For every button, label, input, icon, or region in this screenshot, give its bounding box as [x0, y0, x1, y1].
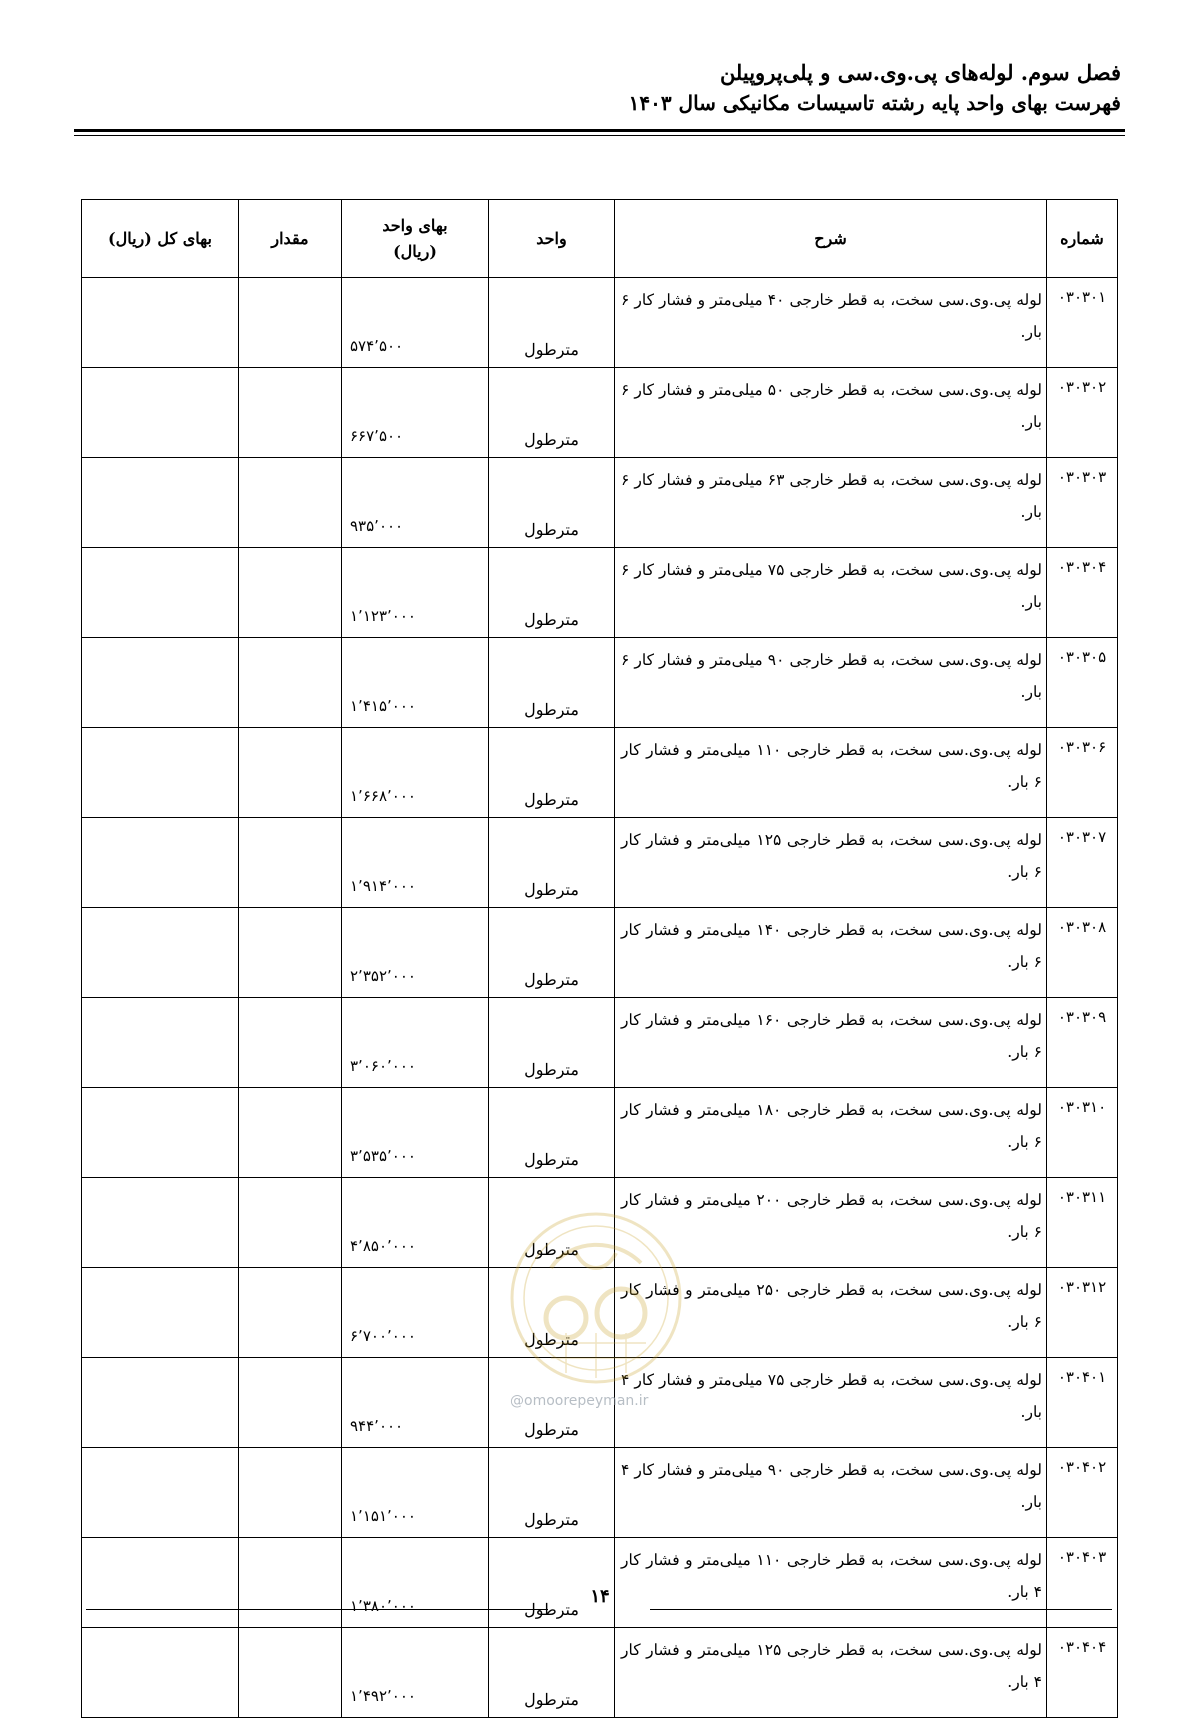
- row-quantity: [239, 548, 342, 638]
- row-unit-price: ۹۳۵٬۰۰۰: [342, 458, 489, 548]
- table-header-row: [82, 200, 1118, 278]
- row-description: لوله پی.وی.سی سخت، به قطر خارجی ۱۸۰ میلی‌متر و فشار کار ۶ بار.: [615, 1088, 1047, 1178]
- row-unit: مترطول: [489, 368, 615, 458]
- row-total-price: [82, 1358, 239, 1448]
- row-unit: مترطول: [489, 908, 615, 998]
- header-unit-price-currency: (ریال): [393, 241, 437, 261]
- row-unit-price: ۵۷۴٬۵۰۰: [342, 278, 489, 368]
- row-quantity: [239, 1448, 342, 1538]
- table-row: [82, 1538, 1118, 1628]
- row-total-price: [82, 1178, 239, 1268]
- footer-rule-right: [650, 1609, 1112, 1610]
- row-total-price: [82, 638, 239, 728]
- row-quantity: [239, 1088, 342, 1178]
- row-unit-price: ۱٬۴۱۵٬۰۰۰: [342, 638, 489, 728]
- header-rule-thin: [74, 135, 1125, 136]
- row-total-price: [82, 1088, 239, 1178]
- row-quantity: [239, 998, 342, 1088]
- table-row: [82, 998, 1118, 1088]
- row-unit: مترطول: [489, 1448, 615, 1538]
- row-number: ۰۳۰۳۰۱: [1047, 278, 1118, 368]
- row-unit-price: ۲٬۳۵۲٬۰۰۰: [342, 908, 489, 998]
- row-unit-price: ۱٬۶۶۸٬۰۰۰: [342, 728, 489, 818]
- table-row: [82, 908, 1118, 998]
- table-row: [82, 1628, 1118, 1718]
- row-number: ۰۳۰۳۰۳: [1047, 458, 1118, 548]
- row-total-price: [82, 1538, 239, 1628]
- row-unit: مترطول: [489, 548, 615, 638]
- row-number: ۰۳۰۴۰۱: [1047, 1358, 1118, 1448]
- row-total-price: [82, 1448, 239, 1538]
- row-unit: مترطول: [489, 1628, 615, 1718]
- row-number: ۰۳۰۳۰۶: [1047, 728, 1118, 818]
- row-unit: مترطول: [489, 1538, 615, 1628]
- row-total-price: [82, 818, 239, 908]
- row-unit: مترطول: [489, 818, 615, 908]
- row-total-price: [82, 548, 239, 638]
- header-unit-price: [342, 200, 489, 278]
- header-description: شرح: [615, 200, 1047, 278]
- row-total-price: [82, 998, 239, 1088]
- page-header: [75, 58, 1121, 118]
- row-description: لوله پی.وی.سی سخت، به قطر خارجی ۴۰ میلی‌متر و فشار کار ۶ بار.: [615, 278, 1047, 368]
- table-row: [82, 278, 1118, 368]
- table-row: [82, 458, 1118, 548]
- table-row: [82, 548, 1118, 638]
- row-unit: مترطول: [489, 458, 615, 548]
- row-total-price: [82, 728, 239, 818]
- footer-rule-left: [86, 1609, 548, 1610]
- table-row: [82, 1088, 1118, 1178]
- row-description: لوله پی.وی.سی سخت، به قطر خارجی ۱۱۰ میلی‌متر و فشار کار ۶ بار.: [615, 728, 1047, 818]
- header-total-price: بهای کل (ریال): [82, 200, 239, 278]
- header-unit: واحد: [489, 200, 615, 278]
- row-description: لوله پی.وی.سی سخت، به قطر خارجی ۷۵ میلی‌متر و فشار کار ۴ بار.: [615, 1358, 1047, 1448]
- row-description: لوله پی.وی.سی سخت، به قطر خارجی ۱۲۵ میلی‌متر و فشار کار ۶ بار.: [615, 818, 1047, 908]
- header-quantity: مقدار: [239, 200, 342, 278]
- row-description: لوله پی.وی.سی سخت، به قطر خارجی ۲۵۰ میلی‌متر و فشار کار ۶ بار.: [615, 1268, 1047, 1358]
- row-quantity: [239, 1358, 342, 1448]
- row-unit-price: ۴٬۸۵۰٬۰۰۰: [342, 1178, 489, 1268]
- row-description: لوله پی.وی.سی سخت، به قطر خارجی ۹۰ میلی‌متر و فشار کار ۶ بار.: [615, 638, 1047, 728]
- row-number: ۰۳۰۴۰۳: [1047, 1538, 1118, 1628]
- chapter-title: فصل سوم. لوله‌های پی.وی.سی و پلی‌پروپیلن: [719, 60, 1121, 85]
- row-number: ۰۳۰۳۱۲: [1047, 1268, 1118, 1358]
- page-number: ۱۴: [590, 1586, 610, 1607]
- row-quantity: [239, 1268, 342, 1358]
- row-unit-price: ۱٬۱۵۱٬۰۰۰: [342, 1448, 489, 1538]
- row-unit-price: ۱٬۱۲۳٬۰۰۰: [342, 548, 489, 638]
- row-number: ۰۳۰۳۱۰: [1047, 1088, 1118, 1178]
- row-number: ۰۳۰۳۰۹: [1047, 998, 1118, 1088]
- row-unit: مترطول: [489, 1358, 615, 1448]
- row-total-price: [82, 458, 239, 548]
- row-unit: مترطول: [489, 278, 615, 368]
- row-description: لوله پی.وی.سی سخت، به قطر خارجی ۵۰ میلی‌متر و فشار کار ۶ بار.: [615, 368, 1047, 458]
- row-unit: مترطول: [489, 728, 615, 818]
- row-unit: مترطول: [489, 1178, 615, 1268]
- row-quantity: [239, 458, 342, 548]
- row-description: لوله پی.وی.سی سخت، به قطر خارجی ۹۰ میلی‌متر و فشار کار ۴ بار.: [615, 1448, 1047, 1538]
- header-rule-thick: [74, 129, 1125, 132]
- row-total-price: [82, 368, 239, 458]
- row-unit-price: ۳٬۵۳۵٬۰۰۰: [342, 1088, 489, 1178]
- row-number: ۰۳۰۳۰۴: [1047, 548, 1118, 638]
- row-unit-price: ۹۴۴٬۰۰۰: [342, 1358, 489, 1448]
- header-unit-price-label: بهای واحد: [382, 215, 448, 235]
- row-unit: مترطول: [489, 998, 615, 1088]
- row-unit-price: ۱٬۹۱۴٬۰۰۰: [342, 818, 489, 908]
- table-body: [82, 278, 1118, 1718]
- row-unit-price: ۶٬۷۰۰٬۰۰۰: [342, 1268, 489, 1358]
- row-number: ۰۳۰۳۰۸: [1047, 908, 1118, 998]
- row-quantity: [239, 638, 342, 728]
- row-total-price: [82, 278, 239, 368]
- row-unit-price: ۳٬۰۶۰٬۰۰۰: [342, 998, 489, 1088]
- row-number: ۰۳۰۳۰۵: [1047, 638, 1118, 728]
- table-row: [82, 1448, 1118, 1538]
- table-row: [82, 1178, 1118, 1268]
- row-description: لوله پی.وی.سی سخت، به قطر خارجی ۷۵ میلی‌متر و فشار کار ۶ بار.: [615, 548, 1047, 638]
- row-quantity: [239, 1178, 342, 1268]
- row-description: لوله پی.وی.سی سخت، به قطر خارجی ۶۳ میلی‌متر و فشار کار ۶ بار.: [615, 458, 1047, 548]
- row-description: لوله پی.وی.سی سخت، به قطر خارجی ۱۴۰ میلی‌متر و فشار کار ۶ بار.: [615, 908, 1047, 998]
- row-unit-price: ۱٬۴۹۲٬۰۰۰: [342, 1628, 489, 1718]
- table-row: [82, 638, 1118, 728]
- row-total-price: [82, 1268, 239, 1358]
- table-row: [82, 728, 1118, 818]
- row-quantity: [239, 368, 342, 458]
- row-total-price: [82, 908, 239, 998]
- table-row: [82, 1268, 1118, 1358]
- row-description: لوله پی.وی.سی سخت، به قطر خارجی ۱۲۵ میلی‌متر و فشار کار ۴ بار.: [615, 1628, 1047, 1718]
- row-quantity: [239, 278, 342, 368]
- price-table: [81, 199, 1118, 1718]
- row-number: ۰۳۰۴۰۲: [1047, 1448, 1118, 1538]
- row-number: ۰۳۰۳۱۱: [1047, 1178, 1118, 1268]
- row-unit: مترطول: [489, 1268, 615, 1358]
- row-quantity: [239, 908, 342, 998]
- watermark-site: @omoorepeyman.ir: [510, 1393, 649, 1409]
- row-description: لوله پی.وی.سی سخت، به قطر خارجی ۱۱۰ میلی‌متر و فشار کار ۴ بار.: [615, 1538, 1047, 1628]
- row-quantity: [239, 1628, 342, 1718]
- row-description: لوله پی.وی.سی سخت، به قطر خارجی ۱۶۰ میلی‌متر و فشار کار ۶ بار.: [615, 998, 1047, 1088]
- row-unit: مترطول: [489, 638, 615, 728]
- row-total-price: [82, 1628, 239, 1718]
- row-number: ۰۳۰۳۰۷: [1047, 818, 1118, 908]
- row-quantity: [239, 818, 342, 908]
- row-unit-price: ۱٬۳۸۰٬۰۰۰: [342, 1538, 489, 1628]
- row-number: ۰۳۰۴۰۴: [1047, 1628, 1118, 1718]
- row-unit-price: ۶۶۷٬۵۰۰: [342, 368, 489, 458]
- row-quantity: [239, 728, 342, 818]
- row-unit: مترطول: [489, 1088, 615, 1178]
- header-number: شماره: [1047, 200, 1118, 278]
- row-description: لوله پی.وی.سی سخت، به قطر خارجی ۲۰۰ میلی‌متر و فشار کار ۶ بار.: [615, 1178, 1047, 1268]
- price-list-title: فهرست بهای واحد پایه رشته تاسیسات مکانیکی سال ۱۴۰۳: [628, 91, 1121, 115]
- row-number: ۰۳۰۳۰۲: [1047, 368, 1118, 458]
- row-quantity: [239, 1538, 342, 1628]
- table-row: [82, 818, 1118, 908]
- table-row: [82, 368, 1118, 458]
